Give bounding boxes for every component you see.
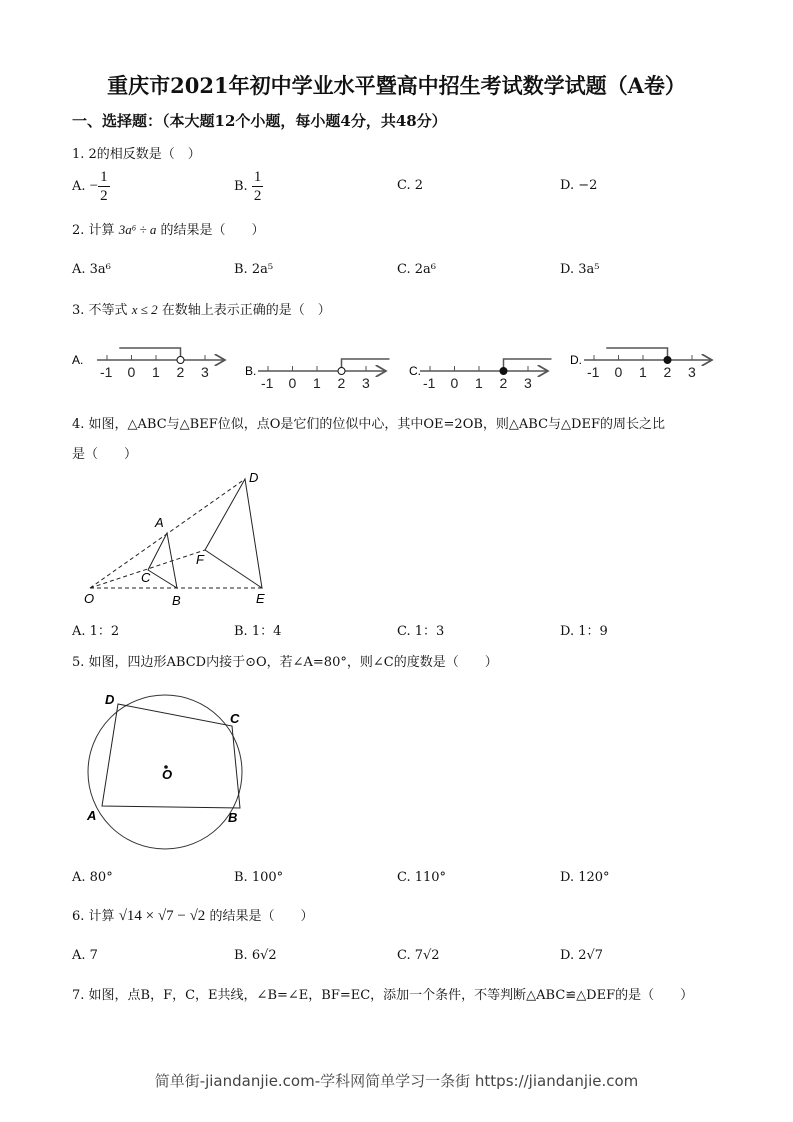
q5-option-c: C. 110° <box>397 870 447 885</box>
math-expression: x ≤ 2 <box>131 302 158 317</box>
q6-stem <box>72 905 313 925</box>
quadrilateral-abcd <box>102 704 240 808</box>
q6-option-c: C. 7√2 <box>397 948 440 963</box>
numerator: 1 <box>253 169 262 185</box>
tick-label: 1 <box>639 364 647 380</box>
tick-label: 2 <box>337 375 346 391</box>
numerator: 1 <box>100 169 108 185</box>
q2-option-c: C. 2a⁶ <box>397 262 436 277</box>
open-dot <box>338 368 345 375</box>
q3-stem <box>72 299 331 318</box>
tick-label: -1 <box>423 375 436 391</box>
q1-option-d: D. −2 <box>560 178 598 193</box>
option-label: B. <box>245 364 257 378</box>
q5-option-b: B. 100° <box>234 870 284 885</box>
q1-option-a <box>72 168 110 205</box>
q5-figure <box>0 680 300 860</box>
q5-option-d: D. 120° <box>560 870 610 885</box>
denominator: 2 <box>100 188 108 204</box>
point-label-e: E <box>256 591 265 606</box>
q2-option-a: A. 3a⁶ <box>72 262 111 277</box>
point-label-b: B <box>172 593 181 608</box>
q4-figure <box>0 460 300 610</box>
q2-option-b: B. 2a⁵ <box>234 262 274 277</box>
point-label-c: C <box>230 711 240 726</box>
math-expression: 3a⁶ ÷ a <box>118 222 157 237</box>
open-dot <box>177 357 184 364</box>
q3-number-lines <box>60 335 740 395</box>
tick-label: 1 <box>152 364 160 380</box>
math-expression: √14 × √7 − √2 <box>118 908 206 924</box>
tick-label: 2 <box>663 364 672 380</box>
tick-label: -1 <box>261 375 274 391</box>
closed-dot <box>500 368 507 375</box>
tick-label: 0 <box>127 364 136 380</box>
tick-label: 2 <box>499 375 508 391</box>
fraction <box>252 168 264 205</box>
stem-text: 的结果是（ ） <box>209 909 314 924</box>
tick-label: 0 <box>450 375 459 391</box>
q5-stem: 5. 如图，四边形ABCD内接于⊙O，若∠A=80°，则∠C的度数是（ ） <box>72 655 498 670</box>
q4-option-d: D. 1：9 <box>560 624 608 639</box>
triangle-def <box>205 479 262 588</box>
minus-sign: − <box>89 178 99 194</box>
option-label: B. <box>234 179 248 194</box>
stem-text: 6. 计算 <box>72 909 115 924</box>
q7-stem: 7. 如图，点B，F，C，E共线，∠B=∠E，BF=EC，添加一个条件，不等判断△ABC≌△DEF的是（ ） <box>72 988 694 1003</box>
footer-watermark: 简单街-jiandanjie.com-学科网简单学习一条街 https://jiandanjie.com <box>154 1072 639 1090</box>
stem-text: 在数轴上表示正确的是（ ） <box>161 303 331 318</box>
q1-option-c: C. 2 <box>397 178 424 193</box>
option-label: D. <box>570 353 582 367</box>
point-label-b: B <box>228 810 238 825</box>
q1-option-b <box>234 168 263 205</box>
closed-dot <box>664 357 671 364</box>
stem-text: 2. 计算 <box>72 223 115 238</box>
tick-label: 3 <box>524 375 532 391</box>
tick-label: 3 <box>201 364 209 380</box>
q4-option-b: B. 1：4 <box>234 624 282 639</box>
solution-ray <box>119 348 180 360</box>
q6-option-a: A. 7 <box>72 948 98 963</box>
section-heading: 一、选择题：（本大题12个小题，每小题4分，共48分） <box>72 112 447 130</box>
fraction <box>98 168 110 205</box>
tick-label: 2 <box>176 364 185 380</box>
option-label: A. <box>72 179 86 194</box>
tick-label: 0 <box>614 364 623 380</box>
solution-ray <box>606 348 667 360</box>
point-label-c: C <box>141 570 151 585</box>
denominator: 2 <box>253 188 262 204</box>
q2-option-d: D. 3a⁵ <box>560 262 600 277</box>
q2-stem <box>72 219 265 238</box>
tick-label: 1 <box>475 375 483 391</box>
tick-label: -1 <box>100 364 113 380</box>
option-label: A. <box>72 353 84 367</box>
point-label-o: O <box>84 591 95 606</box>
point-label-o: O <box>162 767 173 782</box>
q6-option-b: B. 6√2 <box>234 948 277 963</box>
q5-option-a: A. 80° <box>72 870 113 885</box>
tick-label: 3 <box>362 375 370 391</box>
point-label-a: A <box>87 808 97 823</box>
tick-label: 0 <box>288 375 297 391</box>
stem-text: 3. 不等式 <box>72 303 128 318</box>
q1-stem: 1. 2的相反数是（ ） <box>72 147 201 162</box>
point-label-f: F <box>196 552 204 567</box>
q4-stem: 4. 如图，△ABC与△BEF位似，点O是它们的位似中心，其中OE=2OB，则△ABC与△DEF的周长之比 <box>72 417 665 432</box>
tick-label: 3 <box>688 364 696 380</box>
point-label-a: A <box>155 515 164 530</box>
option-label: C. <box>409 364 421 378</box>
stem-text: 的结果是（ ） <box>160 223 265 238</box>
q4-stem-cont: 是（ ） <box>72 447 138 462</box>
q6-option-d: D. 2√7 <box>560 948 604 963</box>
point-label-d: D <box>105 692 115 707</box>
q4-option-c: C. 1：3 <box>397 624 445 639</box>
tick-label: 1 <box>313 375 321 391</box>
q4-option-a: A. 1：2 <box>72 624 120 639</box>
page-title: 重庆市2021年初中学业水平暨高中招生考试数学试题（A卷） <box>107 73 686 98</box>
point-label-d: D <box>249 470 259 485</box>
tick-label: -1 <box>587 364 600 380</box>
